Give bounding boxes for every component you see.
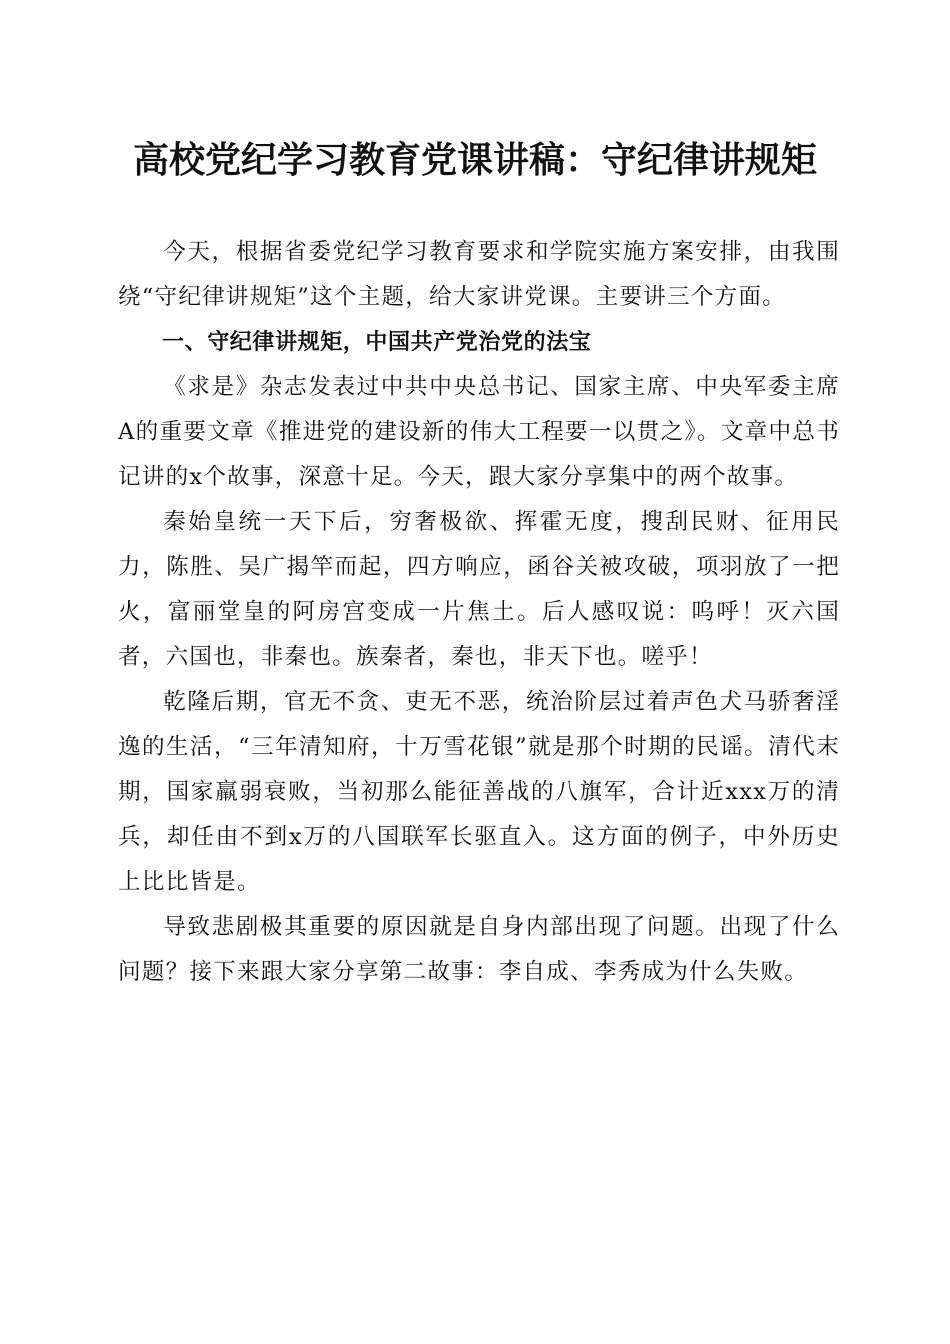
document-title: 高校党纪学习教育党课讲稿：守纪律讲规矩 — [132, 139, 817, 181]
section-heading: 一、守纪律讲规矩，中国共产党治党的法宝 — [162, 330, 592, 355]
intro-paragraph: 今天，根据省委党纪学习教育要求和学院实施方案安排，由我围绕“守纪律讲规矩”这个主题，给大家讲党课。主要讲三个方面。 — [118, 239, 840, 310]
body-paragraph-qiushi: 《求是》杂志发表过中共中央总书记、国家主席、中央军委主席A的重要文章《推进党的建设新的伟大工程要一以贯之》。文章中总书记讲的x个故事，深意十足。今天，跟大家分享集中的两个故事。 — [118, 374, 840, 490]
body-paragraph-transition: 导致悲剧极其重要的原因就是自身内部出现了问题。出现了什么问题？接下来跟大家分享第二故事：李自成、李秀成为什么失败。 — [118, 914, 840, 985]
body-paragraph-qin: 秦始皇统一天下后，穷奢极欲、挥霍无度，搜刮民财、征用民力，陈胜、吴广揭竿而起，四方响应，函谷关被攻破，项羽放了一把火，富丽堂皇的阿房宫变成一片焦土。后人感叹说：呜呼！灭六国者，六国也，非秦也。族秦者，秦也，非天下也。嗟乎！ — [118, 509, 840, 670]
body-paragraph-qing: 乾隆后期，官无不贪、吏无不恶，统治阶层过着声色犬马骄奢淫逸的生活，“三年清知府，十万雪花银”就是那个时期的民谣。清代末期，国家羸弱衰败，当初那么能征善战的八旗军，合计近xxx万的清兵，却任由不到x万的八国联军长驱直入。这方面的例子，中外历史上比比皆是。 — [118, 689, 840, 895]
document-body — [118, 230, 840, 995]
